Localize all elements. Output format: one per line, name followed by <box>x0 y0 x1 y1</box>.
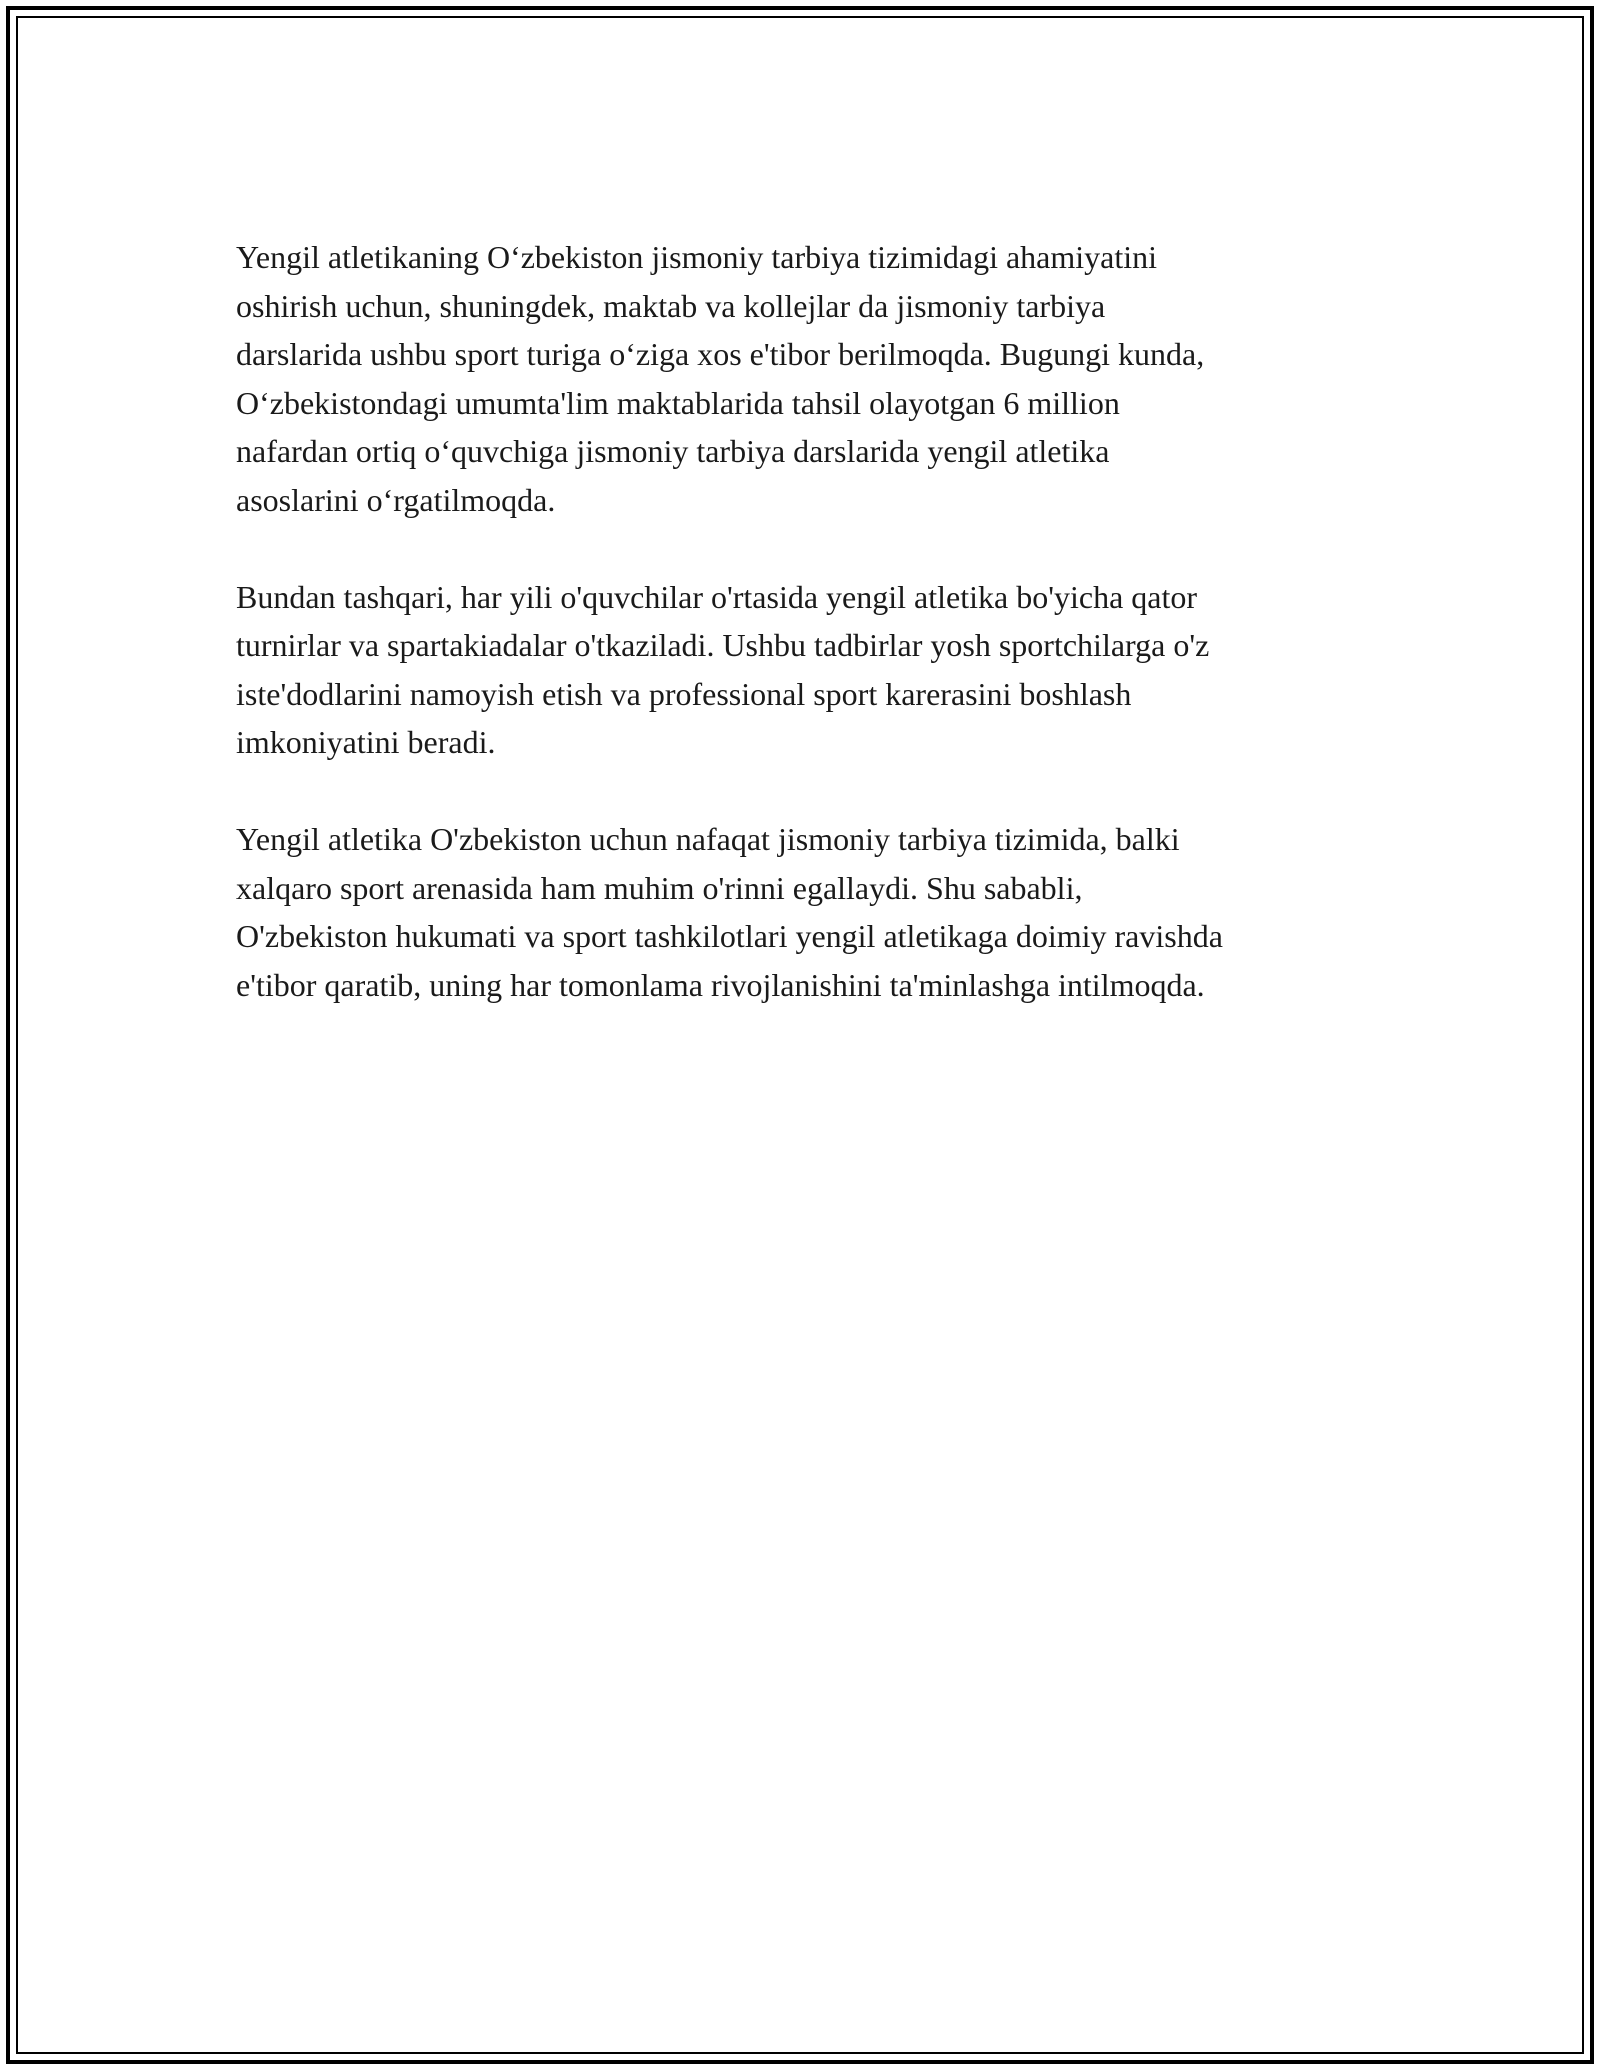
text-line: oshirish uchun, shuningdek, maktab va kollejlar da jismoniy tarbiya <box>236 287 1106 324</box>
text-line: turnirlar va spartakiadalar o'tkaziladi. Ushbu tadbirlar yosh sportchilarga o'z <box>236 627 1210 663</box>
text-line: nafardan ortiq o‘quvchiga jismoniy tarbiya darslarida yengil atletika <box>236 433 1110 469</box>
text-line: O‘zbekistondagi umumta'lim maktablarida tahsil olayotgan 6 million <box>236 384 1120 421</box>
paragraph-1 <box>236 233 1376 524</box>
text-line: asoslarini o‘rgatilmoqda. <box>236 481 556 518</box>
text-line: Bundan tashqari, har yili o'quvchilar o'rtasida yengil atletika bo'yicha qator <box>236 578 1198 615</box>
text-line: xalqaro sport arenasida ham muhim o'rinni egallaydi. Shu sababli, <box>236 869 1083 906</box>
text-line: O'zbekiston hukumati va sport tashkilotlari yengil atletikaga doimiy ravishda <box>236 918 1223 954</box>
paragraph-3 <box>236 815 1376 1009</box>
document-body <box>236 233 1376 1058</box>
text-line: darslarida ushbu sport turiga o‘ziga xos e'tibor berilmoqda. Bugungi kunda, <box>236 336 1205 372</box>
text-line: Yengil atletika O'zbekiston uchun nafaqat jismoniy tarbiya tizimida, balki <box>236 821 1180 857</box>
paragraph-2 <box>236 573 1376 767</box>
text-line: imkoniyatini beradi. <box>236 724 496 760</box>
text-line: iste'dodlarini namoyish etish va professional sport karerasini boshlash <box>236 675 1132 712</box>
text-line: e'tibor qaratib, uning har tomonlama rivojlanishini ta'minlashga intilmoqda. <box>236 966 1205 1003</box>
text-line: Yengil atletikaning O‘zbekiston jismoniy tarbiya tizimidagi ahamiyatini <box>236 239 1158 275</box>
